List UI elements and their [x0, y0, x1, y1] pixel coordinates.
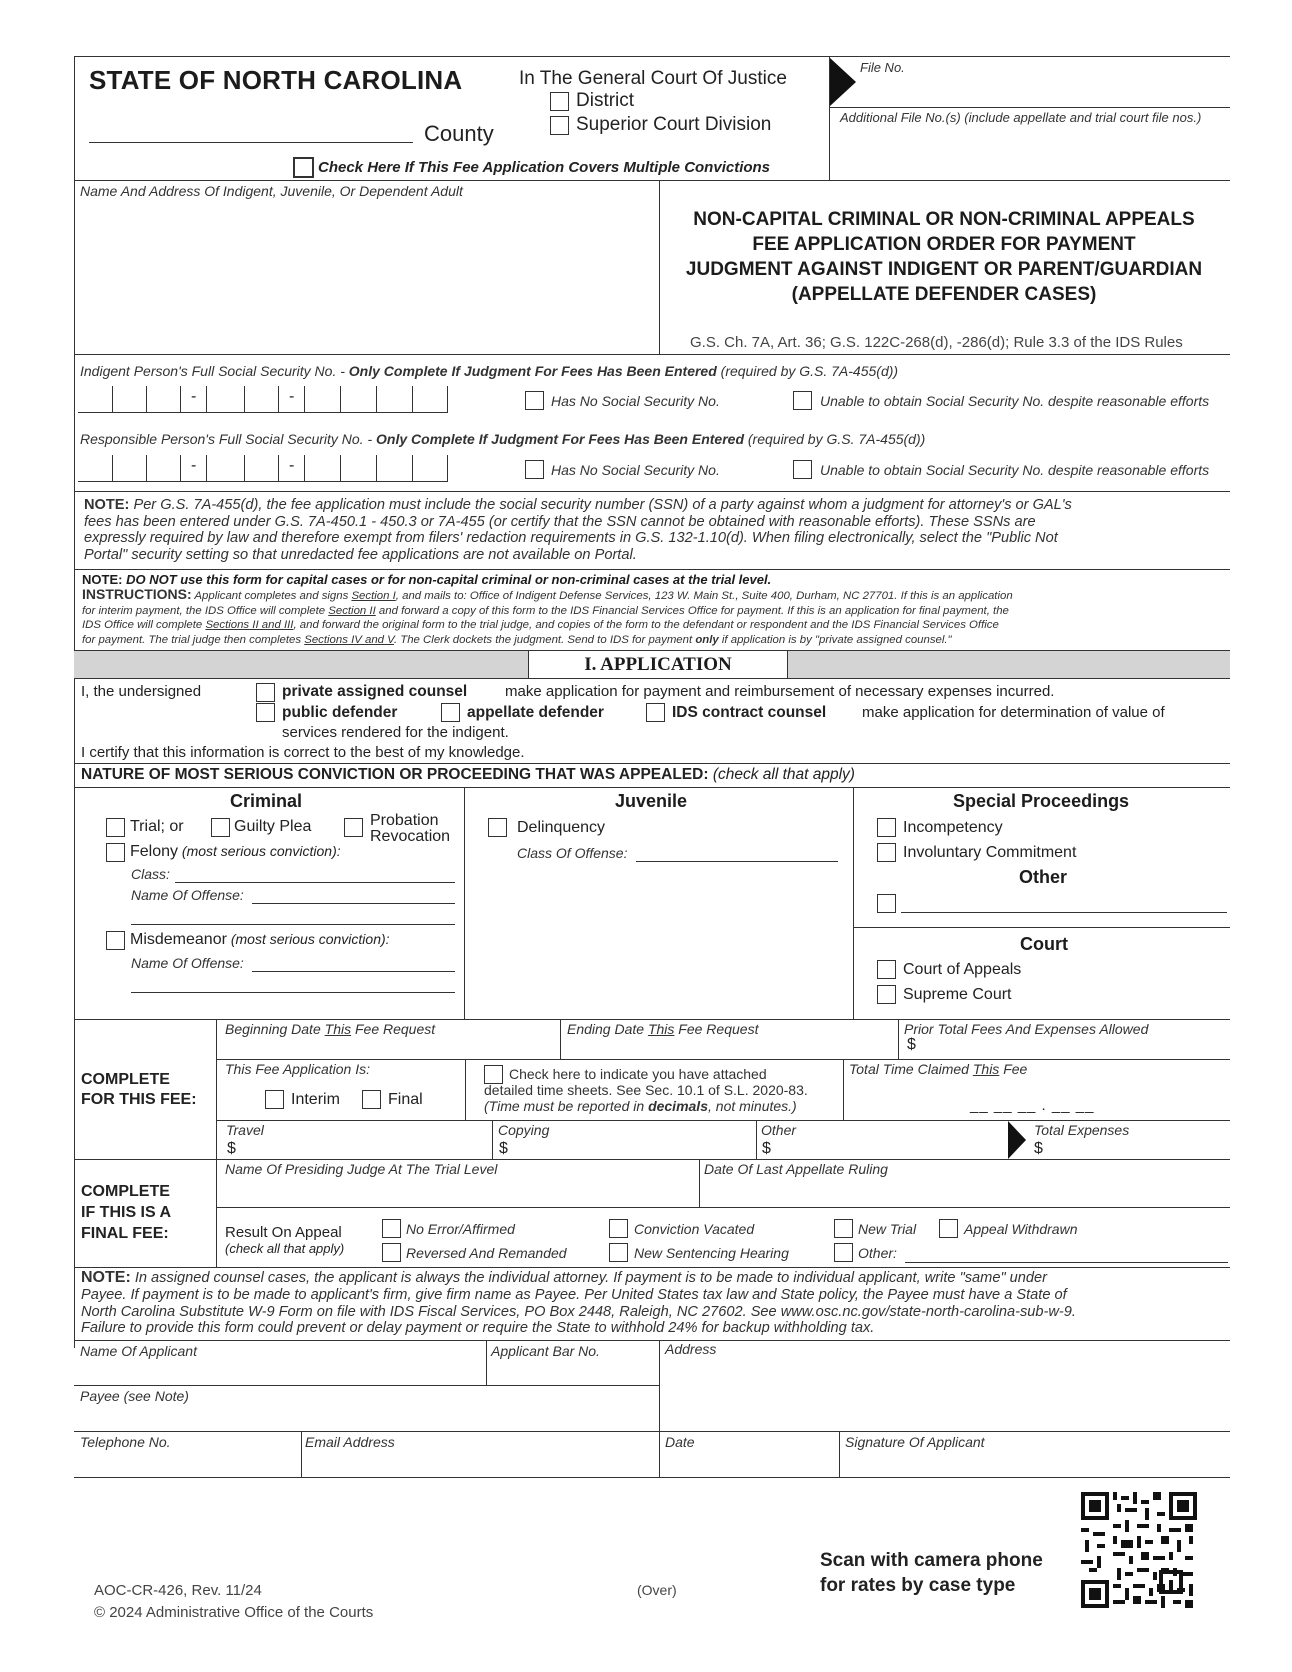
superior-checkbox[interactable] — [550, 116, 569, 135]
ids-contract-checkbox[interactable] — [646, 703, 665, 722]
final-div-a — [699, 1159, 700, 1207]
time-sheets-text: Check here to indicate you have attached detailed time sheets. See Sec. 10.1 of S.L. 2020-83. (Time must be reported in decimals, not minutes.) — [484, 1066, 808, 1114]
travel-label: Travel — [226, 1122, 264, 1138]
complete-final-label: COMPLETE IF THIS IS A FINAL FEE: — [81, 1183, 172, 1242]
undersigned-label: I, the undersigned — [81, 683, 202, 700]
ids-contract-label: IDS contract counsel — [672, 704, 827, 721]
copyright: © 2024 Administrative Office of the Courts — [94, 1604, 374, 1621]
misdemeanor-checkbox[interactable] — [106, 931, 125, 950]
file-arrow-icon — [830, 58, 858, 106]
final-row1-bottom — [216, 1207, 1230, 1208]
ssn-note: NOTE: Per G.S. 7A-455(d), the fee application must include the social security number (SSN) of a party against whom a judgment for attorney's or GAL's fees has been entered under G.S. 7A-450.1 - 450.3 or 7A-455 (or certify that the SSN cannot be obtained with reasonable efforts). These SSNs are expressly required by law and therefore exempt from filers' redaction requirements in G.S. 132-1.10(d). When filing electronically, select the "Public Not Portal" security setting so that unredacted fee applications are not available on Portal. — [84, 497, 1072, 563]
other-result-checkbox[interactable] — [834, 1243, 853, 1262]
qr-code-icon[interactable] — [1081, 1492, 1197, 1608]
misd-offense-line2[interactable] — [131, 992, 455, 993]
felony-offense-line[interactable] — [252, 903, 455, 904]
other-result-line[interactable] — [905, 1262, 1228, 1263]
app-bottom — [74, 1477, 1230, 1478]
new-trial-label: New Trial — [858, 1221, 917, 1237]
copying-label: Copying — [498, 1122, 550, 1138]
indigent-no-ssn-label: Has No Social Security No. — [551, 393, 720, 409]
services-text: services rendered for the indigent. — [282, 724, 509, 741]
misd-offense-line[interactable] — [252, 971, 455, 972]
court-heading: Court — [1020, 934, 1068, 954]
county-label: County — [424, 121, 494, 146]
misdemeanor-label: Misdemeanor (most serious conviction): — [130, 931, 390, 948]
form-title-line3: JUDGMENT AGAINST INDIGENT OR PARENT/GUARDIAN — [685, 259, 1203, 280]
prior-fees-label: Prior Total Fees And Expenses Allowed — [904, 1021, 1149, 1037]
fee-div-a — [560, 1019, 561, 1059]
responsible-ssn-boxes[interactable]: - - — [78, 455, 448, 482]
other-result-label: Other: — [858, 1245, 897, 1261]
fee-row2-bottom — [216, 1120, 1230, 1121]
file-no-label: File No. — [860, 60, 905, 75]
responsible-unable-label: Unable to obtain Social Security No. despite reasonable efforts — [820, 462, 1210, 478]
coa-label: Court of Appeals — [903, 961, 1022, 978]
file-divider — [830, 107, 1230, 108]
phone-label: Telephone No. — [80, 1434, 171, 1450]
final-bottom — [74, 1267, 1230, 1268]
felony-class-label: Class: — [131, 866, 170, 882]
form-number: AOC-CR-426, Rev. 11/24 — [94, 1582, 262, 1599]
private-counsel-label: private assigned counsel — [282, 683, 468, 700]
frame-top — [74, 56, 1230, 57]
note3-bottom — [74, 1340, 1230, 1341]
new-sentencing-checkbox[interactable] — [609, 1243, 628, 1262]
involuntary-checkbox[interactable] — [877, 843, 896, 862]
certify-text: I certify that this information is correct to the best of my knowledge. — [81, 744, 525, 761]
involuntary-label: Involuntary Commitment — [903, 844, 1077, 861]
note1-bottom — [74, 569, 1230, 570]
nature-heading: NATURE OF MOST SERIOUS CONVICTION OR PROCEEDING THAT WAS APPEALED: (check all that apply) — [81, 766, 855, 783]
ssn-bottom — [74, 491, 1230, 492]
other-heading: Other — [1019, 867, 1068, 887]
superior-label: Superior Court Division — [576, 114, 772, 135]
fee-row1-bottom — [216, 1059, 1230, 1060]
total-exp-label: Total Expenses — [1034, 1122, 1130, 1138]
indigent-no-ssn-checkbox[interactable] — [525, 391, 544, 410]
trial-label: Trial; or — [130, 818, 184, 835]
signature-label: Signature Of Applicant — [845, 1434, 985, 1450]
reversed-checkbox[interactable] — [382, 1243, 401, 1262]
incompetency-label: Incompetency — [903, 819, 1003, 836]
indigent-ssn-boxes[interactable]: - - — [78, 386, 448, 413]
app-div-a — [486, 1340, 487, 1385]
multiple-convictions-checkbox[interactable] — [293, 157, 314, 178]
indigent-ssn-label: Indigent Person's Full Social Security No. - Only Complete If Judgment For Fees Has Been Entered (required by G.S. 7A-455(d)) — [80, 363, 899, 379]
no-error-label: No Error/Affirmed — [406, 1221, 515, 1237]
court-divider — [853, 927, 1230, 928]
coa-checkbox[interactable] — [877, 960, 896, 979]
total-time-label: Total Time Claimed This Fee — [849, 1061, 1028, 1077]
private-counsel-text: make application for payment and reimbursement of necessary expenses incurred. — [505, 683, 1055, 700]
public-defender-checkbox[interactable] — [256, 703, 275, 722]
travel-dollar: $ — [227, 1140, 236, 1157]
total-exp-arrow-icon — [1008, 1121, 1028, 1159]
nature-divider2 — [853, 787, 854, 1019]
frame-left — [74, 56, 75, 1348]
responsible-ssn-label: Responsible Person's Full Social Security No. - Only Complete If Judgment For Fees Has Been Entered (required by G.S. 7A-455(d)) — [80, 431, 926, 447]
vacated-checkbox[interactable] — [609, 1219, 628, 1238]
responsible-unable-checkbox[interactable] — [793, 460, 812, 479]
fee-div-e — [492, 1120, 493, 1159]
nature-heading-bottom — [74, 787, 1230, 788]
guilty-plea-checkbox[interactable] — [211, 818, 230, 837]
other-proceeding-line[interactable] — [901, 912, 1227, 913]
header-bottom — [74, 180, 1230, 181]
total-time-mask[interactable]: __ __ __ . __ __ — [970, 1097, 1095, 1114]
court-title: In The General Court Of Justice — [519, 68, 787, 89]
trial-checkbox[interactable] — [106, 818, 125, 837]
end-date-label: Ending Date This Fee Request — [567, 1021, 759, 1037]
misd-offense-label: Name Of Offense: — [131, 955, 244, 971]
appellate-defender-checkbox[interactable] — [441, 703, 460, 722]
payee-label: Payee (see Note) — [80, 1388, 189, 1404]
probation-checkbox[interactable] — [344, 818, 363, 837]
felony-offense-label: Name Of Offense: — [131, 887, 244, 903]
responsible-no-ssn-label: Has No Social Security No. — [551, 462, 720, 478]
district-label: District — [576, 90, 635, 111]
reversed-label: Reversed And Remanded — [406, 1245, 567, 1261]
app-row1-bottom — [74, 1385, 659, 1386]
felony-checkbox[interactable] — [106, 843, 125, 862]
guilty-plea-label: Guilty Plea — [234, 818, 312, 835]
instructions: INSTRUCTIONS: Applicant completes and signs Section I, and mails to: Office of Indigent Defense Services, 123 W. Main St., Suite 400, Durham, NC 27701. If this is an application for interim payment, the IDS Office will complete Section II and forward a copy of this form to the IDS Financial Services Office for payment. If this is an application for final payment, the IDS Office will complete Sections II and III, and forward the original form to the trial judge, and copies of the form to the defendant or respondent and the IDS Financial Services Office for payment. The trial judge then completes Sections IV and V. The Clerk dockets the judgment. Send to IDS for payment only if application is by "private assigned counsel." — [82, 586, 1013, 646]
public-defender-label: public defender — [282, 704, 398, 721]
additional-file-label: Additional File No.(s) (include appellate and trial court file nos.) — [840, 110, 1202, 125]
fee-div-c — [465, 1059, 466, 1120]
make-value-text: make application for determination of value of — [862, 704, 1165, 721]
withdrawn-label: Appeal Withdrawn — [964, 1221, 1078, 1237]
delinquency-label: Delinquency — [517, 819, 606, 836]
private-counsel-checkbox[interactable] — [256, 683, 275, 702]
section1-title: I. APPLICATION — [528, 650, 788, 679]
new-trial-checkbox[interactable] — [834, 1219, 853, 1238]
district-checkbox[interactable] — [550, 92, 569, 111]
app-is-label: This Fee Application Is: — [225, 1061, 370, 1077]
fee-div-b — [898, 1019, 899, 1059]
begin-date-label: Beginning Date This Fee Request — [225, 1021, 436, 1037]
supreme-label: Supreme Court — [903, 986, 1012, 1003]
copying-dollar: $ — [499, 1140, 508, 1157]
probation-label: Probation Revocation — [370, 812, 451, 845]
new-sentencing-label: New Sentencing Hearing — [634, 1245, 789, 1261]
final-left-divider — [216, 1159, 217, 1267]
supreme-checkbox[interactable] — [877, 985, 896, 1004]
capital-note: NOTE: DO NOT use this form for capital cases or for non-capital criminal or non-criminal cases at the trial level. — [82, 572, 772, 587]
indigent-unable-label: Unable to obtain Social Security No. despite reasonable efforts — [820, 393, 1210, 409]
withdrawn-checkbox[interactable] — [939, 1219, 958, 1238]
delinquency-checkbox[interactable] — [488, 818, 507, 837]
fee-bottom — [74, 1159, 1230, 1160]
address-label: Address — [665, 1341, 717, 1357]
class-offense-line[interactable] — [636, 861, 838, 862]
indigent-unable-checkbox[interactable] — [793, 391, 812, 410]
form-title — [660, 207, 1228, 307]
felony-offense-line2[interactable] — [131, 924, 455, 925]
form-title-line1: NON-CAPITAL CRIMINAL OR NON-CRIMINAL APPEALS — [693, 209, 1195, 230]
juvenile-heading: Juvenile — [615, 791, 688, 811]
class-offense-label: Class Of Offense: — [517, 845, 628, 861]
judge-label: Name Of Presiding Judge At The Trial Level — [225, 1161, 498, 1177]
bar-no-label: Applicant Bar No. — [491, 1343, 600, 1359]
payee-note: NOTE: In assigned counsel cases, the applicant is always the individual attorney. If payment is to be made to individual applicant, write "same" under Payee. If payment is to be made to applicant's firm, give firm name as Payee. Per United States tax law and State policy, the Payee must have a State of North Carolina Substitute W-9 Form on file with IDS Fiscal Services, PO Box 2448, Raleigh, NC 27602. See www.osc.nc.gov/state-north-carolina-sub-w-9. Failure to provide this form could prevent or delay payment or require the State to withhold 24% for backup withholding tax. — [81, 1269, 1076, 1337]
incompetency-checkbox[interactable] — [877, 818, 896, 837]
last-ruling-label: Date Of Last Appellate Ruling — [704, 1161, 888, 1177]
other-proceeding-checkbox[interactable] — [877, 894, 896, 913]
interim-label: Interim — [291, 1091, 340, 1108]
app-div-d — [839, 1431, 840, 1477]
fee-div-f — [756, 1120, 757, 1159]
felony-class-line[interactable] — [175, 882, 455, 883]
special-heading: Special Proceedings — [953, 791, 1130, 811]
county-line[interactable] — [89, 142, 413, 143]
email-label: Email Address — [305, 1434, 395, 1450]
fee-left-divider — [216, 1019, 217, 1159]
fee-div-d — [843, 1059, 844, 1120]
other-exp-label: Other — [761, 1122, 797, 1138]
felony-label: Felony (most serious conviction): — [130, 843, 341, 860]
name-address-label: Name And Address Of Indigent, Juvenile, Or Dependent Adult — [80, 183, 463, 199]
certify-bottom — [74, 763, 1230, 764]
responsible-no-ssn-checkbox[interactable] — [525, 460, 544, 479]
total-exp-dollar: $ — [1034, 1140, 1043, 1157]
state-title: STATE OF NORTH CAROLINA — [89, 65, 463, 95]
no-error-checkbox[interactable] — [382, 1219, 401, 1238]
final-label: Final — [388, 1091, 423, 1108]
prior-fees-dollar: $ — [907, 1036, 916, 1053]
appellate-defender-label: appellate defender — [467, 704, 604, 721]
multiple-convictions-label: Check Here If This Fee Application Covers Multiple Convictions — [318, 159, 771, 176]
form-title-line4: (APPELLATE DEFENDER CASES) — [791, 284, 1097, 305]
other-exp-dollar: $ — [762, 1140, 771, 1157]
date-label: Date — [665, 1434, 695, 1450]
complete-fee-label: COMPLETE FOR THIS FEE: — [81, 1071, 197, 1108]
app-row2-bottom — [74, 1431, 1230, 1432]
nature-bottom — [74, 1019, 1230, 1020]
statute: G.S. Ch. 7A, Art. 36; G.S. 122C-268(d), -286(d); Rule 3.3 of the IDS Rules — [690, 334, 1183, 351]
nature-divider1 — [464, 787, 465, 1019]
over-label: (Over) — [637, 1582, 677, 1598]
criminal-heading: Criminal — [230, 791, 303, 811]
final-checkbox[interactable] — [362, 1090, 381, 1109]
title-bottom — [74, 354, 1230, 355]
scan-text: Scan with camera phone for rates by case type — [820, 1550, 1043, 1596]
app-div-b — [659, 1340, 660, 1477]
interim-checkbox[interactable] — [265, 1090, 284, 1109]
form-title-line2: FEE APPLICATION ORDER FOR PAYMENT — [752, 234, 1136, 255]
result-label: Result On Appeal (check all that apply) — [225, 1224, 345, 1256]
vacated-label: Conviction Vacated — [634, 1221, 755, 1237]
app-div-c — [301, 1431, 302, 1477]
applicant-name-label: Name Of Applicant — [80, 1343, 197, 1359]
